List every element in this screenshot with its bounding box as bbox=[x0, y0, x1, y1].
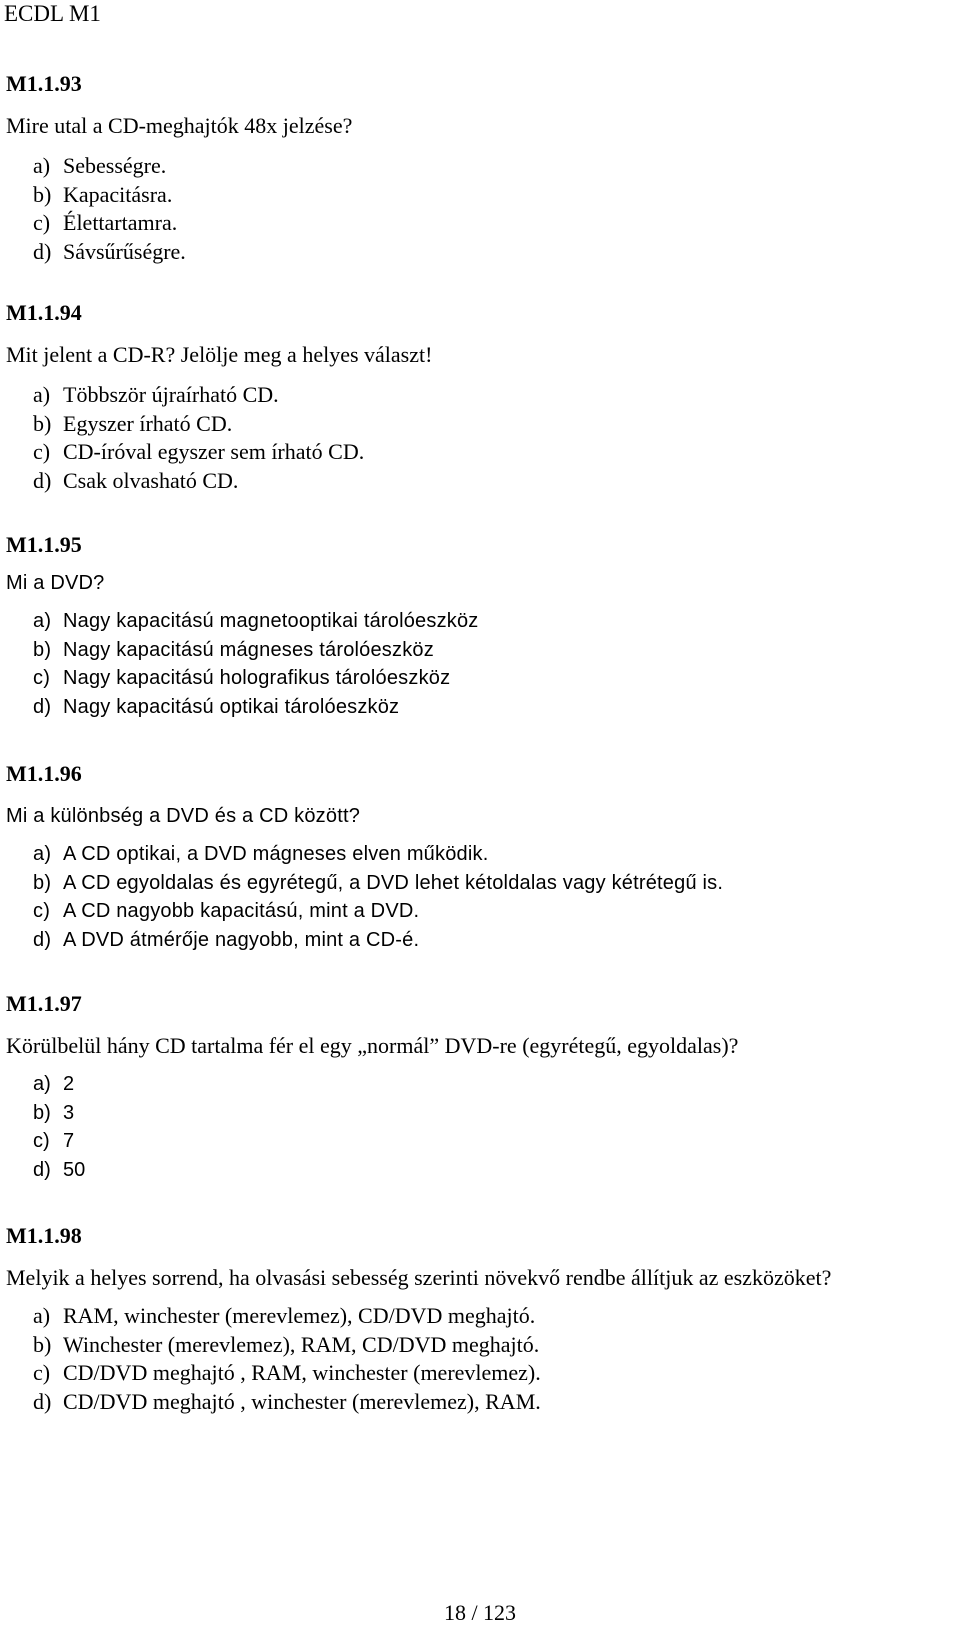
option-letter: b) bbox=[33, 871, 52, 894]
option-letter: b) bbox=[33, 1101, 51, 1124]
question-id: M1.1.97 bbox=[6, 991, 82, 1016]
option-text: Winchester (merevlemez), RAM, CD/DVD meghajtó. bbox=[63, 1331, 540, 1357]
answer-options bbox=[6, 152, 352, 266]
answer-option bbox=[33, 869, 723, 898]
option-text: Élettartamra. bbox=[63, 210, 178, 235]
answer-option bbox=[33, 1156, 738, 1185]
answer-option bbox=[33, 897, 723, 926]
answer-option bbox=[33, 926, 723, 955]
option-text: A DVD átmérője nagyobb, mint a CD-é. bbox=[63, 928, 420, 951]
option-text: Nagy kapacitású mágneses tárolóeszköz bbox=[63, 638, 434, 661]
option-letter: d) bbox=[33, 695, 52, 718]
option-text: Csak olvasható CD. bbox=[63, 467, 239, 493]
option-letter: a) bbox=[33, 610, 52, 632]
answer-option bbox=[33, 1331, 831, 1360]
option-letter: d) bbox=[33, 1158, 51, 1181]
answer-option bbox=[33, 152, 352, 181]
question-text: Mire utal a CD-meghajtók 48x jelzése? bbox=[6, 113, 353, 138]
answer-option bbox=[33, 1127, 738, 1156]
answer-option bbox=[33, 467, 432, 496]
option-letter: a) bbox=[33, 1303, 51, 1328]
option-text: Kapacitásra. bbox=[63, 181, 173, 207]
option-text: CD/DVD meghajtó , RAM, winchester (merevlemez). bbox=[63, 1360, 541, 1385]
answer-option bbox=[33, 238, 352, 267]
page-number: 18 / 123 bbox=[443, 1600, 517, 1625]
question-id: M1.1.98 bbox=[6, 1223, 82, 1248]
option-letter: d) bbox=[33, 238, 52, 264]
question-id: M1.1.94 bbox=[6, 300, 82, 325]
question-block bbox=[6, 531, 479, 721]
answer-option bbox=[33, 181, 352, 210]
answer-option bbox=[33, 664, 479, 693]
question-block bbox=[6, 760, 723, 954]
option-text: A CD nagyobb kapacitású, mint a DVD. bbox=[63, 900, 420, 922]
answer-option bbox=[33, 840, 723, 869]
option-letter: a) bbox=[33, 382, 51, 407]
question-block bbox=[6, 299, 432, 495]
option-text: 7 bbox=[63, 1130, 75, 1152]
answer-option bbox=[33, 209, 352, 238]
option-letter: c) bbox=[33, 1130, 50, 1152]
answer-option bbox=[33, 1070, 738, 1099]
answer-options bbox=[6, 840, 723, 954]
answer-option bbox=[33, 410, 432, 439]
option-letter: d) bbox=[33, 928, 52, 951]
option-letter: a) bbox=[33, 1073, 51, 1095]
option-letter: a) bbox=[33, 843, 52, 865]
option-letter: a) bbox=[33, 153, 51, 178]
option-text: Sebességre. bbox=[63, 153, 167, 178]
option-letter: c) bbox=[33, 1360, 51, 1385]
option-letter: d) bbox=[33, 467, 52, 493]
answer-option bbox=[33, 693, 479, 722]
answer-option bbox=[33, 636, 479, 665]
option-letter: b) bbox=[33, 181, 52, 207]
question-block bbox=[6, 70, 352, 266]
option-letter: b) bbox=[33, 638, 52, 661]
answer-options bbox=[6, 607, 479, 721]
option-letter: b) bbox=[33, 410, 52, 436]
answer-option bbox=[33, 607, 479, 636]
option-text: Nagy kapacitású holografikus tárolóeszköz bbox=[63, 667, 451, 689]
option-text: Nagy kapacitású magnetooptikai tárolóeszköz bbox=[63, 610, 479, 632]
answer-options bbox=[6, 1070, 738, 1184]
option-text: A CD optikai, a DVD mágneses elven működik. bbox=[63, 843, 489, 865]
answer-options bbox=[6, 381, 432, 495]
option-text: Nagy kapacitású optikai tárolóeszköz bbox=[63, 695, 400, 718]
answer-option bbox=[33, 1359, 831, 1388]
option-letter: c) bbox=[33, 210, 51, 235]
question-id: M1.1.95 bbox=[6, 532, 82, 557]
option-text: Egyszer írható CD. bbox=[63, 410, 233, 436]
option-letter: d) bbox=[33, 1388, 52, 1414]
option-text: CD-íróval egyszer sem írható CD. bbox=[63, 439, 365, 464]
option-text: 3 bbox=[63, 1101, 75, 1124]
question-text: Mi a különbség a DVD és a CD között? bbox=[6, 805, 361, 827]
option-text: 2 bbox=[63, 1073, 75, 1095]
option-text: A CD egyoldalas és egyrétegű, a DVD lehet kétoldalas vagy kétrétegű is. bbox=[63, 871, 724, 894]
question-text: Mit jelent a CD-R? Jelölje meg a helyes választ! bbox=[6, 342, 433, 367]
question-text: Körülbelül hány CD tartalma fér el egy „normál” DVD-re (egyrétegű, egyoldalas)? bbox=[6, 1033, 739, 1058]
option-letter: c) bbox=[33, 439, 51, 464]
question-id: M1.1.96 bbox=[6, 761, 82, 786]
option-letter: c) bbox=[33, 900, 51, 922]
answer-option bbox=[33, 381, 432, 410]
answer-option bbox=[33, 1302, 831, 1331]
question-text: Mi a DVD? bbox=[6, 572, 105, 594]
option-text: Sávsűrűségre. bbox=[63, 238, 186, 264]
question-block bbox=[6, 1222, 831, 1416]
answer-option bbox=[33, 1099, 738, 1128]
question-text: Melyik a helyes sorrend, ha olvasási sebesség szerinti növekvő rendbe állítjuk az eszközöket? bbox=[6, 1265, 832, 1290]
question-block bbox=[6, 990, 738, 1184]
option-text: 50 bbox=[63, 1158, 86, 1181]
document-header: ECDL M1 bbox=[4, 1, 101, 26]
answer-option bbox=[33, 438, 432, 467]
answer-options bbox=[6, 1302, 831, 1416]
option-text: RAM, winchester (merevlemez), CD/DVD meghajtó. bbox=[63, 1303, 536, 1328]
option-text: CD/DVD meghajtó , winchester (merevlemez), RAM. bbox=[63, 1388, 541, 1414]
answer-option bbox=[33, 1388, 831, 1417]
question-id: M1.1.93 bbox=[6, 71, 82, 96]
option-text: Többször újraírható CD. bbox=[63, 382, 279, 407]
option-letter: b) bbox=[33, 1331, 52, 1357]
option-letter: c) bbox=[33, 667, 51, 689]
